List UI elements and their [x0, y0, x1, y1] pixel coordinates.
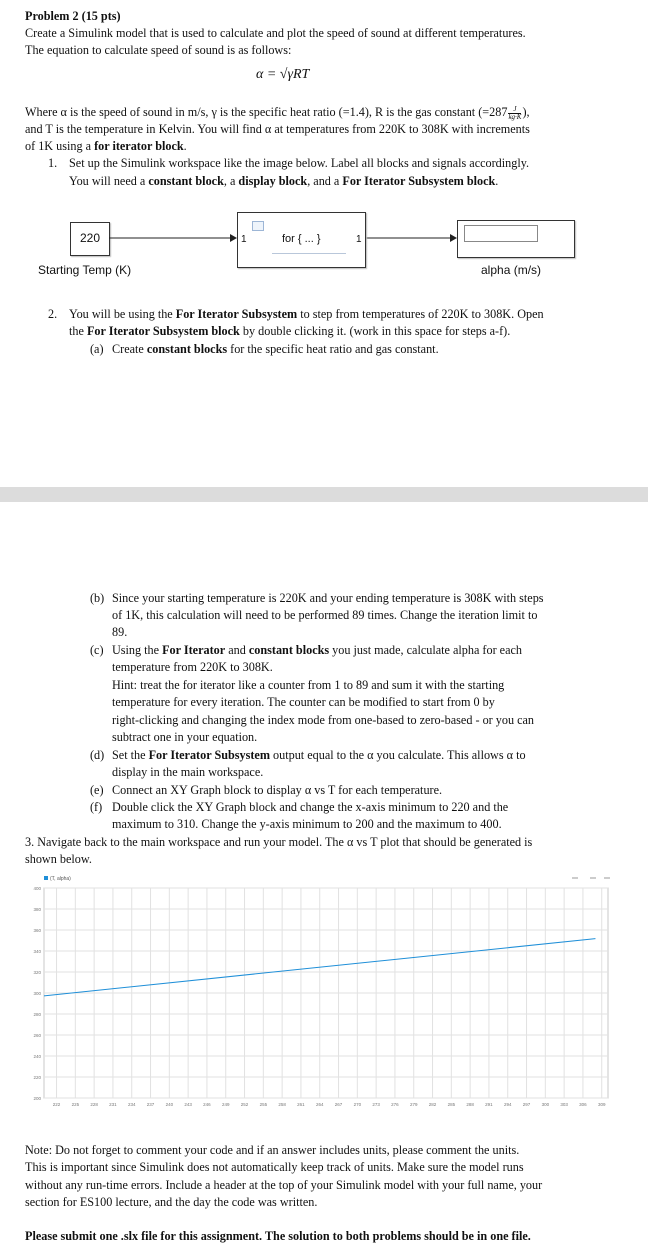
where-line-3: of 1K using a for iterator block.	[25, 139, 187, 153]
x-tick-label: 264	[315, 1102, 324, 1107]
x-tick-label: 225	[71, 1102, 80, 1107]
x-tick-label: 309	[597, 1102, 606, 1107]
step-b-label: (b)	[90, 591, 105, 605]
step-b-line-3: 89.	[112, 625, 128, 639]
where-line-1: Where α is the speed of sound in m/s, γ is the specific heat ratio (=1.4), R is the gas constant (=287 $\frac{J}{kg\cdot K}$ ),	[25, 104, 530, 121]
constant-block[interactable]: 220	[70, 222, 110, 256]
y-tick-label: 200	[33, 1096, 41, 1101]
legend-swatch	[44, 876, 48, 880]
x-tick-label: 237	[146, 1102, 155, 1107]
y-tick-label: 380	[33, 907, 41, 912]
x-tick-label: 294	[503, 1102, 512, 1107]
step-c-line-6: subtract one in your equation.	[112, 730, 258, 744]
x-tick-label: 255	[259, 1102, 268, 1107]
note-line-4: section for ES100 lecture, and the day the code was written.	[25, 1195, 318, 1209]
display-block-label: alpha (m/s)	[481, 263, 542, 277]
xy-graph-svg	[28, 874, 618, 1116]
x-tick-label: 282	[428, 1102, 437, 1107]
step2a-label: (a)	[90, 342, 104, 356]
x-tick-label: 249	[221, 1102, 230, 1107]
x-tick-label: 222	[52, 1102, 61, 1107]
step2-line-1: You will be using the For Iterator Subsystem to step from temperatures of 220K to 308K. Open	[69, 307, 544, 321]
subsystem-out-port: 1	[356, 234, 362, 245]
subsystem-in-port: 1	[241, 234, 247, 245]
x-tick-label: 234	[127, 1102, 136, 1107]
x-tick-label: 261	[297, 1102, 305, 1107]
y-tick-label: 320	[33, 970, 41, 975]
step-c-line-5: right-clicking and changing the index mode from one-based to zero-based - or you can	[112, 713, 535, 727]
step-f-line-2: maximum to 310. Change the y-axis minimum to 200 and the maximum to 400.	[112, 817, 502, 831]
step2-line-2: the For Iterator Subsystem block by double clicking it. (work in this space for steps a-f).	[69, 324, 511, 338]
legend-label: (T, alpha)	[50, 876, 71, 882]
step2a-text: Create constant blocks for the specific heat ratio and gas constant.	[112, 342, 439, 356]
intro-line-1: Create a Simulink model that is used to calculate and plot the speed of sound at different temperatures.	[25, 26, 526, 40]
x-tick-label: 267	[334, 1102, 343, 1107]
x-tick-label: 300	[541, 1102, 550, 1107]
step2-number: 2.	[48, 307, 58, 321]
constant-block-label: Starting Temp (K)	[38, 263, 132, 277]
x-tick-label: 279	[409, 1102, 418, 1107]
y-tick-label: 280	[33, 1012, 41, 1017]
step-b-line-2: of 1K, this calculation will need to be performed 89 times. Change the iteration limit to	[112, 608, 538, 622]
x-tick-label: 258	[278, 1102, 286, 1107]
step-c-line-3: Hint: treat the for iterator like a counter from 1 to 89 and sum it with the starting	[112, 678, 505, 692]
submit-instruction: Please submit one .slx file for this assignment. The solution to both problems should be in one file.	[25, 1229, 531, 1243]
for-iterator-subsystem-block[interactable]	[237, 212, 366, 268]
step-e-line-1: Connect an XY Graph block to display α vs T for each temperature.	[112, 783, 443, 797]
step-d-line-1: Set the For Iterator Subsystem output equal to the α you calculate. This allows α to	[112, 748, 526, 762]
x-tick-label: 297	[522, 1102, 531, 1107]
x-tick-label: 288	[466, 1102, 474, 1107]
arrow-head-input	[230, 234, 237, 242]
step3-line-1: 3. Navigate back to the main workspace and run your model. The α vs T plot that should be generated is	[25, 835, 533, 849]
step-c-line-1: Using the For Iterator and constant blocks you just made, calculate alpha for each	[112, 643, 523, 657]
step-f-line-1: Double click the XY Graph block and change the x-axis minimum to 220 and the	[112, 800, 509, 814]
equation: α = √γRT	[256, 67, 310, 82]
y-tick-label: 300	[33, 991, 41, 996]
x-tick-label: 273	[372, 1102, 380, 1107]
x-tick-label: 228	[90, 1102, 98, 1107]
step1-line-2: You will need a constant block, a display block, and a For Iterator Subsystem block.	[69, 174, 499, 188]
x-tick-label: 231	[109, 1102, 117, 1107]
x-tick-label: 240	[165, 1102, 174, 1107]
step3-line-2: shown below.	[25, 852, 92, 866]
note-line-3: without any run-time errors. Include a header at the top of your Simulink model with your full name, your	[25, 1178, 543, 1192]
x-tick-label: 246	[203, 1102, 211, 1107]
y-tick-label: 400	[33, 886, 41, 891]
step1-line-1: Set up the Simulink workspace like the image below. Label all blocks and signals accordingly.	[69, 156, 530, 170]
display-value-box	[464, 225, 538, 242]
step-e-label: (e)	[90, 783, 104, 797]
x-tick-label: 285	[447, 1102, 456, 1107]
note-line-2: This is important since Simulink does not automatically keep track of units. Make sure the model runs	[25, 1160, 524, 1174]
step-c-line-4: temperature for every iteration. The counter can be modified to start from 0 by	[112, 695, 495, 709]
x-tick-label: 270	[353, 1102, 362, 1107]
note-line-1: Note: Do not forget to comment your code and if an answer includes units, please comment the units.	[25, 1143, 520, 1157]
step-d-line-2: display in the main workspace.	[112, 765, 264, 779]
step-b-line-1: Since your starting temperature is 220K and your ending temperature is 308K with steps	[112, 591, 544, 605]
page-divider	[0, 487, 648, 502]
y-tick-label: 360	[33, 928, 41, 933]
step1-number: 1.	[48, 156, 58, 170]
y-tick-label: 240	[33, 1054, 41, 1059]
y-tick-label: 340	[33, 949, 41, 954]
x-tick-label: 243	[184, 1102, 192, 1107]
intro-line-2: The equation to calculate speed of sound is as follows:	[25, 43, 292, 57]
simulink-model-diagram	[0, 200, 648, 290]
step-c-line-2: temperature from 220K to 308K.	[112, 660, 273, 674]
x-tick-label: 276	[391, 1102, 399, 1107]
arrow-head-output	[450, 234, 457, 242]
subsystem-thumbnail-icon	[252, 221, 264, 231]
step-f-label: (f)	[90, 800, 103, 814]
problem-title: Problem 2 (15 pts)	[25, 9, 121, 23]
x-tick-label: 252	[240, 1102, 249, 1107]
x-tick-label: 306	[579, 1102, 587, 1107]
x-tick-label: 291	[485, 1102, 493, 1107]
subsystem-thumbnail-line	[272, 253, 346, 254]
xy-graph	[28, 874, 618, 1116]
subsystem-text: for { ... }	[282, 233, 321, 245]
display-block[interactable]	[457, 220, 575, 258]
y-tick-label: 260	[33, 1033, 41, 1038]
y-tick-label: 220	[33, 1075, 41, 1080]
step-c-label: (c)	[90, 643, 104, 657]
where-line-2: and T is the temperature in Kelvin. You will find α at temperatures from 220K to 308K with increments	[25, 122, 530, 136]
x-tick-label: 303	[560, 1102, 568, 1107]
step-d-label: (d)	[90, 748, 105, 762]
